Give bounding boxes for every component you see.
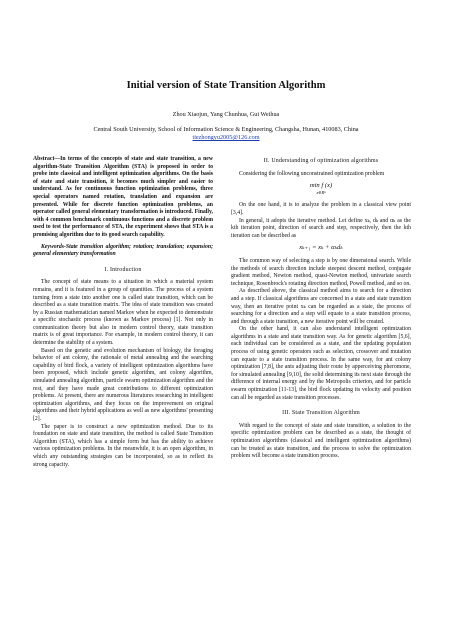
section2-paragraph-4: As described above, the classical method aims to search for a direction and a step. If classical algorithms are concerned in a state and state transition way, then an iterative point xₖ can be regarded as a state, the process of searching for a direction and a step will equate to a state transition process, and through a state transition, a new iterative point will be created. (231, 288, 411, 325)
section2-intro: Considering the following unconstrained optimization problem (239, 170, 385, 177)
equation-min-main: min f (x) (309, 182, 333, 190)
right-column (231, 156, 411, 461)
section2-paragraph-2: In general, it adopts the iterative method. Let define xₖ, dₖ and αₖ as the kth iteration point, direction of search and step, respectively, then the kth iteration can be described as (231, 217, 411, 239)
intro-paragraph-1: The concept of state means to a situation in which a material system remains, and it is featured in a group of quantities. The process of a system turning from a state into another one is called state transition, which can be described as a state transition matrix. The idea of state transition was created by a Russian mathematician named Markov when he expected to demonstrate a specific stochastic process (known as Markov process) [1]. Not only in communication theory but also in modern control theory, state transition matrix is of great importance. For example, in modern control theory, it can determine the stability of a system. (33, 279, 213, 347)
section2-paragraph-3: The common way of selecting a step is by one dimensional search. While the methods of search direction include steepest descent method, conjugate gradient method, Newton method, quasi-Newton method, univariate search technique, Rosenbrock's rotating direction method, Powell method, and so on. (231, 257, 411, 287)
section-heading-introduction: I. Introduction (104, 266, 142, 273)
equation-iteration: xₖ₊₁ = xₖ + αₖdₖ (299, 244, 343, 252)
author-list: Zhou Xiaojun, Yang Chunhua, Gui Weihua (172, 111, 280, 118)
affiliation: Central South University, School of Information Science & Engineering, Changsha, Hunan, 410083, China (93, 126, 359, 133)
abstract: Abstract—In terms of the concepts of state and state transition, a new algorithm-State Transition Algorithm (STA) is proposed in order to probe into classical and intelligent optimization algorithms. On the basis of state and state transition, it becomes much simpler and easier to understand. As for continuous function optimization problems, three special operators named rotation, translation and expansion are presented. While for discrete function optimization problems, an operator called general elementary transformation is introduced. Finally, with 4 common benchmark continuous functions and a discrete problem used to test the performance of STA, the experiment shows that STA is a promising algorithm due to its good search capability. (33, 156, 213, 238)
intro-paragraph-2: Based on the genetic and evolution mechanism of biology, the foraging behavior of ant colony, the rationale of metal annealing and the searching capability of bird flock, a variety of intelligent optimization algorithms have been proposed, which include genetic algorithm, ant colony algorithm, simulated annealing algorithm, particle swarm optimization algorithm and the rest, and they have made great contributions to different optimization problems. At present, there are numerous literatures researching in intelligent optimization algorithms, and they focus on the improvement on original algorithms and their hybrid applications as well as new algorithms' presenting [2]. (33, 347, 213, 422)
section3-paragraph-1: With regard to the concept of state and state transition, a solution to the specific optimization problem can be described as a state, the thought of optimization algorithms (classical and intelligent optimization algorithms) can be treated as state transition, and the process to solve the optimization problem will become a state transition process. (231, 422, 411, 460)
keywords: Keywords-State transition algorithm; rotation; translation; expansion; general elementary transformation (33, 243, 213, 258)
paper-title: Initial version of State Transition Algorithm (126, 80, 326, 91)
section2-paragraph-1: On the one hand, it is to analyze the problem in a classical view point [3,4]. (231, 202, 411, 216)
left-column (33, 156, 213, 469)
equation-min (231, 182, 411, 196)
equation-min-subscript: x∈Rⁿ (316, 189, 326, 195)
intro-paragraph-3: The paper is to construct a new optimization method. Due to its foundation on state and state transition, the method is called State Transition Algorithm (STA), which has a simple form but has the ability to achieve various optimization problems. In the meanwhile, it is an open algorithm, in which any outstanding strategies can be incorporated, so as to reflect its strong capacity. (33, 423, 213, 468)
section-heading-understanding: II. Understanding of optimization algorithms (263, 158, 379, 164)
section2-paragraph-5: On the other hand, it can also understand intelligent optimization algorithms in a state and state transition way. As for genetic algorithm [5,6], each individual can be considered as a state, and the updating population process of using genetic operators such as selection, crossover and mutation can equate to a state transition process. In the same way, for ant colony optimization [7,8], the ants adjusting their route by apperceiving pheromone, for simulated annealing [9,10], the solid determining its next state through the difference of internal energy and by the Metropolis criterion, and for particle swarm optimization [11-13], the bird flock updating its velocity and position can all be regarded as state transition processes. (231, 326, 411, 401)
email-link[interactable]: tiezhongyu2005@126.com (192, 134, 260, 141)
section-heading-sta: III. State Transition Algorithm (282, 410, 360, 417)
